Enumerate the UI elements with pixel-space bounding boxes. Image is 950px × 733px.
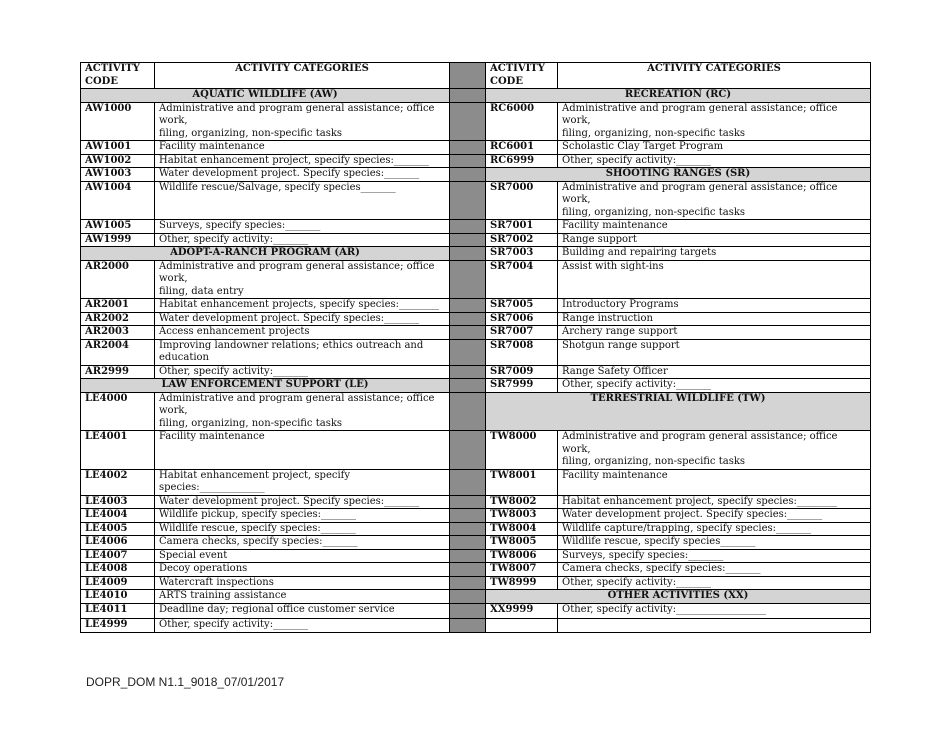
activity-description [558, 469, 871, 495]
activity-description [558, 233, 871, 247]
section-header: ADOPT-A-RANCH PROGRAM (AR) [81, 247, 450, 261]
description-line: Decoy operations [159, 563, 248, 574]
description-line: Water development project. Specify species:_______ [159, 168, 420, 179]
table-row [81, 247, 871, 261]
activity-description [558, 379, 871, 393]
activity-description [558, 102, 871, 141]
activity-description [558, 536, 871, 550]
activity-code-table [80, 62, 871, 633]
activity-description [558, 549, 871, 563]
description-line: Other, specify activity:_______ [159, 365, 309, 377]
activity-description [155, 603, 450, 618]
activity-code: AR2001 [81, 299, 155, 313]
activity-description [155, 339, 450, 365]
description-line: Wildlife pickup, specify species:_______ [159, 509, 357, 520]
table-row [81, 365, 871, 379]
column-divider [450, 549, 486, 563]
activity-code: TW8007 [486, 563, 558, 577]
table-row [81, 431, 871, 470]
activity-description [155, 141, 450, 155]
activity-description [558, 431, 871, 470]
description-line: Other, specify activity:_______ [562, 576, 712, 588]
activity-code-header-line: CODE [85, 75, 118, 87]
table-row [81, 563, 871, 577]
header-row [81, 63, 871, 89]
column-divider [450, 469, 486, 495]
column-divider [450, 181, 486, 220]
activity-description [558, 260, 871, 299]
activity-description [558, 326, 871, 340]
column-divider [450, 590, 486, 604]
column-divider [450, 495, 486, 509]
activity-categories-header: ACTIVITY CATEGORIES [558, 63, 871, 89]
description-line: Facility maintenance [562, 220, 668, 231]
activity-code: LE4999 [81, 618, 155, 632]
section-header: TERRESTRIAL WILDLIFE (TW) [486, 392, 871, 431]
description-line: Improving landowner relations; ethics outreach and [159, 339, 424, 351]
column-divider [450, 326, 486, 340]
activity-code: RC6000 [486, 102, 558, 141]
activity-code: RC6001 [486, 141, 558, 155]
table-row [81, 260, 871, 299]
description-line: Habitat enhancement project, specify species:_______ [159, 154, 429, 166]
table-row [81, 181, 871, 220]
activity-description [155, 168, 450, 182]
table-row [81, 536, 871, 550]
description-line: Scholastic Clay Target Program [562, 141, 724, 152]
table-row [81, 495, 871, 509]
column-divider [450, 141, 486, 155]
table-row [81, 522, 871, 536]
table-row [81, 168, 871, 182]
activity-description [558, 154, 871, 168]
description-line: Assist with sight-ins [562, 260, 664, 272]
description-line: Wildlife capture/trapping, specify species:_______ [562, 522, 811, 534]
column-divider [450, 618, 486, 632]
description-line: Administrative and program general assistance; office work, [562, 431, 838, 455]
column-divider [450, 379, 486, 393]
description-line: Deadline day; regional office customer service [159, 603, 395, 615]
activity-code: LE4002 [81, 469, 155, 495]
description-line: Habitat enhancement project, specify species:_____________ [159, 469, 351, 493]
table-row [81, 89, 871, 103]
activity-description [155, 549, 450, 563]
activity-description [155, 576, 450, 590]
table-row [81, 618, 871, 632]
activity-description [155, 495, 450, 509]
column-divider [450, 233, 486, 247]
activity-description [155, 260, 450, 299]
description-line: filing, data entry [159, 285, 244, 297]
column-divider [450, 299, 486, 313]
activity-code: TW8005 [486, 536, 558, 550]
activity-description [155, 469, 450, 495]
activity-code: LE4008 [81, 563, 155, 577]
activity-code: SR7000 [486, 181, 558, 220]
activity-code: AR2999 [81, 365, 155, 379]
table-row [81, 392, 871, 431]
activity-code-header [486, 63, 558, 89]
activity-description [558, 365, 871, 379]
column-divider [450, 365, 486, 379]
activity-description [558, 220, 871, 234]
description-line: Range instruction [562, 312, 653, 324]
description-line: Introductory Programs [562, 299, 679, 310]
activity-code: LE4009 [81, 576, 155, 590]
column-divider [450, 563, 486, 577]
description-line: Other, specify activity:_______ [562, 379, 712, 390]
description-line: Water development project. Specify species:_______ [562, 509, 823, 520]
table-row [81, 233, 871, 247]
document-footer: DOPR_DOM N1.1_9018_07/01/2017 [86, 675, 285, 689]
section-header: RECREATION (RC) [486, 89, 871, 103]
activity-code: TW8001 [486, 469, 558, 495]
description-line: Administrative and program general assistance; office work, [159, 392, 435, 416]
activity-code: LE4006 [81, 536, 155, 550]
activity-description [155, 181, 450, 220]
activity-code: AW1999 [81, 233, 155, 247]
activity-code: SR7009 [486, 365, 558, 379]
column-divider [450, 312, 486, 326]
activity-code: XX9999 [486, 603, 558, 618]
activity-description [155, 365, 450, 379]
section-header: SHOOTING RANGES (SR) [486, 168, 871, 182]
activity-description [558, 495, 871, 509]
activity-categories-header: ACTIVITY CATEGORIES [155, 63, 450, 89]
table-row [81, 102, 871, 141]
activity-code: LE4005 [81, 522, 155, 536]
activity-code: AW1004 [81, 181, 155, 220]
column-divider [450, 536, 486, 550]
activity-description [558, 563, 871, 577]
table-row [81, 590, 871, 604]
table-row [81, 576, 871, 590]
activity-code: AR2003 [81, 326, 155, 340]
description-line: Wildlife rescue/Salvage, specify species_______ [159, 181, 396, 193]
activity-description [558, 299, 871, 313]
description-line: Habitat enhancement projects, specify species:________ [159, 299, 439, 310]
activity-code: SR7999 [486, 379, 558, 393]
activity-code: LE4010 [81, 590, 155, 604]
section-header: AQUATIC WILDLIFE (AW) [81, 89, 450, 103]
activity-code: LE4011 [81, 603, 155, 618]
activity-code: RC6999 [486, 154, 558, 168]
column-divider [450, 339, 486, 365]
activity-code: SR7003 [486, 247, 558, 261]
activity-description [155, 233, 450, 247]
description-line: Other, specify activity:__________________ [562, 603, 767, 615]
description-line: Other, specify activity:_______ [159, 618, 309, 630]
activity-code: TW8000 [486, 431, 558, 470]
activity-code: SR7007 [486, 326, 558, 340]
table-row [81, 469, 871, 495]
activity-code: TW8004 [486, 522, 558, 536]
column-divider [450, 603, 486, 618]
table-row [81, 312, 871, 326]
description-line: filing, organizing, non-specific tasks [562, 206, 746, 218]
description-line: Administrative and program general assistance; office work, [562, 181, 838, 205]
activity-code: AW1001 [81, 141, 155, 155]
empty-description-cell [558, 618, 871, 632]
column-divider [450, 260, 486, 299]
description-line: Facility maintenance [159, 431, 265, 442]
description-line: ARTS training assistance [159, 590, 287, 601]
column-divider [450, 392, 486, 431]
column-divider [450, 154, 486, 168]
activity-code: LE4001 [81, 431, 155, 470]
activity-description [155, 220, 450, 234]
empty-code-cell [486, 618, 558, 632]
description-line: Other, specify activity:_______ [159, 233, 309, 245]
activity-description [155, 618, 450, 632]
table-row [81, 326, 871, 340]
description-line: Administrative and program general assistance; office work, [562, 102, 838, 126]
activity-code: LE4003 [81, 495, 155, 509]
column-divider [450, 509, 486, 523]
column-divider [450, 89, 486, 103]
description-line: Administrative and program general assistance; office work, [159, 102, 435, 126]
activity-code: TW8999 [486, 576, 558, 590]
description-line: Watercraft inspections [159, 576, 274, 588]
activity-code-header [81, 63, 155, 89]
activity-code: AW1003 [81, 168, 155, 182]
description-line: filing, organizing, non-specific tasks [159, 127, 343, 139]
activity-description [155, 154, 450, 168]
activity-description [155, 102, 450, 141]
table-row [81, 549, 871, 563]
activity-code: AW1005 [81, 220, 155, 234]
activity-description [155, 431, 450, 470]
activity-description [155, 522, 450, 536]
activity-code: SR7001 [486, 220, 558, 234]
section-header: LAW ENFORCEMENT SUPPORT (LE) [81, 379, 450, 393]
activity-description [558, 339, 871, 365]
description-line: Habitat enhancement project, specify species:________ [562, 495, 837, 507]
activity-code: SR7008 [486, 339, 558, 365]
column-divider [450, 431, 486, 470]
activity-code: TW8006 [486, 549, 558, 563]
description-line: Access enhancement projects [159, 326, 310, 337]
activity-code: SR7002 [486, 233, 558, 247]
activity-description [558, 603, 871, 618]
description-line: Range support [562, 233, 637, 245]
activity-code: AR2004 [81, 339, 155, 365]
activity-description [558, 247, 871, 261]
activity-code-header-line: ACTIVITY [85, 63, 140, 74]
activity-code: AR2002 [81, 312, 155, 326]
column-divider [450, 63, 486, 89]
column-divider [450, 247, 486, 261]
description-line: Surveys, specify species:_______ [159, 220, 321, 231]
activity-code: SR7005 [486, 299, 558, 313]
table-body [81, 63, 871, 633]
description-line: Facility maintenance [159, 141, 265, 152]
description-line: Building and repairing targets [562, 247, 717, 258]
activity-code: TW8003 [486, 509, 558, 523]
description-line: filing, organizing, non-specific tasks [562, 127, 746, 139]
activity-description [155, 536, 450, 550]
description-line: Facility maintenance [562, 469, 668, 481]
activity-code: TW8002 [486, 495, 558, 509]
activity-description [558, 509, 871, 523]
activity-code-header-line: CODE [490, 75, 523, 87]
activity-code: SR7006 [486, 312, 558, 326]
column-divider [450, 522, 486, 536]
table-row [81, 141, 871, 155]
activity-description [558, 522, 871, 536]
table-row [81, 339, 871, 365]
activity-description [155, 312, 450, 326]
activity-description [155, 299, 450, 313]
activity-code: SR7004 [486, 260, 558, 299]
table-row [81, 154, 871, 168]
activity-description [558, 141, 871, 155]
table-row [81, 220, 871, 234]
activity-code-header-line: ACTIVITY [490, 63, 545, 74]
column-divider [450, 102, 486, 141]
description-line: Other, specify activity:_______ [562, 154, 712, 166]
description-line: Camera checks, specify species:_______ [159, 536, 358, 547]
activity-code: AW1002 [81, 154, 155, 168]
description-line: filing, organizing, non-specific tasks [159, 417, 343, 429]
activity-description [558, 181, 871, 220]
activity-description [558, 576, 871, 590]
description-line: Wildlife rescue, specify species:_______ [159, 522, 356, 534]
activity-code: LE4007 [81, 549, 155, 563]
description-line: Administrative and program general assistance; office work, [159, 260, 435, 284]
column-divider [450, 576, 486, 590]
description-line: filing, organizing, non-specific tasks [562, 456, 746, 467]
activity-description [558, 312, 871, 326]
description-line: Water development project. Specify species:_______ [159, 495, 420, 507]
description-line: Wildlife rescue, specify species_______ [562, 536, 756, 547]
description-line: Range Safety Officer [562, 365, 668, 377]
description-line: Water development project. Specify species:_______ [159, 312, 420, 324]
table-row [81, 603, 871, 618]
description-line: Surveys, specify species:_______ [562, 549, 724, 561]
column-divider [450, 220, 486, 234]
activity-code: AR2000 [81, 260, 155, 299]
description-line: Shotgun range support [562, 339, 680, 351]
description-line: Archery range support [562, 326, 678, 337]
description-line: education [159, 352, 209, 363]
table-row [81, 299, 871, 313]
activity-description [155, 590, 450, 604]
description-line: Special event [159, 549, 228, 561]
table-row [81, 379, 871, 393]
activity-code: LE4004 [81, 509, 155, 523]
section-header: OTHER ACTIVITIES (XX) [486, 590, 871, 604]
description-line: Camera checks, specify species:_______ [562, 563, 761, 574]
activity-description [155, 563, 450, 577]
activity-code: LE4000 [81, 392, 155, 431]
column-divider [450, 168, 486, 182]
activity-description [155, 509, 450, 523]
activity-description [155, 392, 450, 431]
activity-code: AW1000 [81, 102, 155, 141]
activity-description [155, 326, 450, 340]
table-row [81, 509, 871, 523]
